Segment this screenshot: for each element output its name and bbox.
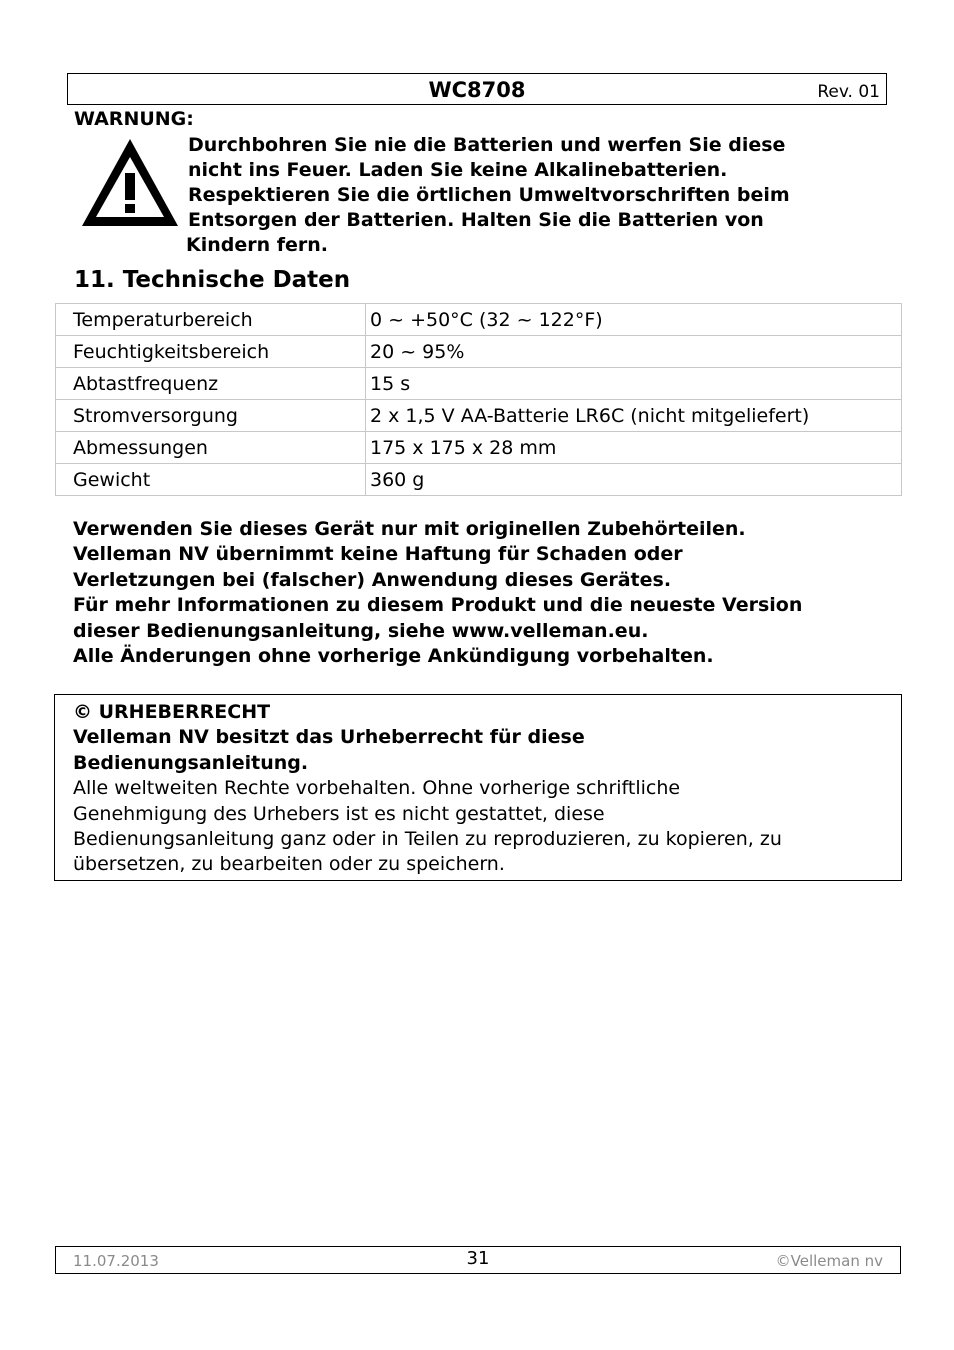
usage-notes bbox=[73, 517, 903, 669]
warning-line: Respektieren Sie die örtlichen Umweltvorschriften beim bbox=[188, 184, 790, 206]
copyright-bold-line: Velleman NV besitzt das Urheberrecht für diese bbox=[73, 726, 585, 749]
table-row bbox=[56, 368, 902, 400]
table-row bbox=[56, 464, 902, 496]
spec-value: 175 x 175 x 28 mm bbox=[366, 432, 902, 464]
note-line: Für mehr Informationen zu diesem Produkt und die neueste Version bbox=[73, 594, 803, 617]
spec-label: Stromversorgung bbox=[56, 400, 366, 432]
warning-line: nicht ins Feuer. Laden Sie keine Alkalinebatterien. bbox=[188, 159, 728, 181]
page-header bbox=[67, 73, 887, 105]
copyright-line: Genehmigung des Urhebers ist es nicht gestattet, diese bbox=[73, 802, 605, 825]
copyright-line: übersetzen, zu bearbeiten oder zu speichern. bbox=[73, 853, 505, 876]
spec-table bbox=[55, 303, 902, 496]
footer-copyright: ©Velleman nv bbox=[775, 1252, 883, 1270]
copyright-bold-line: Bedienungsanleitung. bbox=[73, 751, 309, 774]
note-line: dieser Bedienungsanleitung, siehe www.velleman.eu. bbox=[73, 619, 649, 642]
warning-line: Kindern fern. bbox=[186, 234, 329, 256]
spec-label: Gewicht bbox=[56, 464, 366, 496]
warning-triangle-icon bbox=[78, 135, 182, 230]
section-heading: Technische Daten bbox=[122, 267, 351, 293]
section-number: 11. bbox=[74, 267, 115, 293]
spec-label: Feuchtigkeitsbereich bbox=[56, 336, 366, 368]
note-line: Verletzungen bei (falscher) Anwendung dieses Gerätes. bbox=[73, 568, 672, 591]
section-title bbox=[74, 267, 350, 293]
page-number: 31 bbox=[466, 1248, 490, 1269]
warning-line: Durchbohren Sie nie die Batterien und werfen Sie diese bbox=[188, 134, 786, 156]
spec-value: 2 x 1,5 V AA-Batterie LR6C (nicht mitgeliefert) bbox=[366, 400, 902, 432]
note-line: Alle Änderungen ohne vorherige Ankündigung vorbehalten. bbox=[73, 645, 714, 668]
copyright-box bbox=[54, 694, 902, 881]
warning-line: Entsorgen der Batterien. Halten Sie die Batterien von bbox=[188, 209, 764, 231]
table-row bbox=[56, 432, 902, 464]
table-row bbox=[56, 400, 902, 432]
warning-label: WARNUNG: bbox=[74, 108, 194, 130]
table-row bbox=[56, 336, 902, 368]
spec-value: 360 g bbox=[366, 464, 902, 496]
copyright-line: Bedienungsanleitung ganz oder in Teilen zu reproduzieren, zu kopieren, zu bbox=[73, 828, 782, 851]
note-line: Verwenden Sie dieses Gerät nur mit originellen Zubehörteilen. bbox=[73, 518, 746, 540]
table-row bbox=[56, 304, 902, 336]
copyright-heading: © URHEBERRECHT bbox=[73, 701, 271, 723]
spec-label: Temperaturbereich bbox=[56, 304, 366, 336]
spec-label: Abtastfrequenz bbox=[56, 368, 366, 400]
spec-value: 20 ~ 95% bbox=[366, 336, 902, 368]
warning-text bbox=[188, 133, 888, 258]
spec-value: 0 ~ +50°C (32 ~ 122°F) bbox=[366, 304, 902, 336]
page-footer bbox=[55, 1246, 901, 1274]
spec-value: 15 s bbox=[366, 368, 902, 400]
footer-date: 11.07.2013 bbox=[73, 1252, 159, 1270]
revision-label: Rev. 01 bbox=[817, 82, 880, 102]
note-line: Velleman NV übernimmt keine Haftung für Schaden oder bbox=[73, 543, 683, 566]
copyright-line: Alle weltweiten Rechte vorbehalten. Ohne vorherige schriftliche bbox=[73, 777, 681, 800]
model-number: WC8708 bbox=[428, 78, 526, 102]
spec-label: Abmessungen bbox=[56, 432, 366, 464]
